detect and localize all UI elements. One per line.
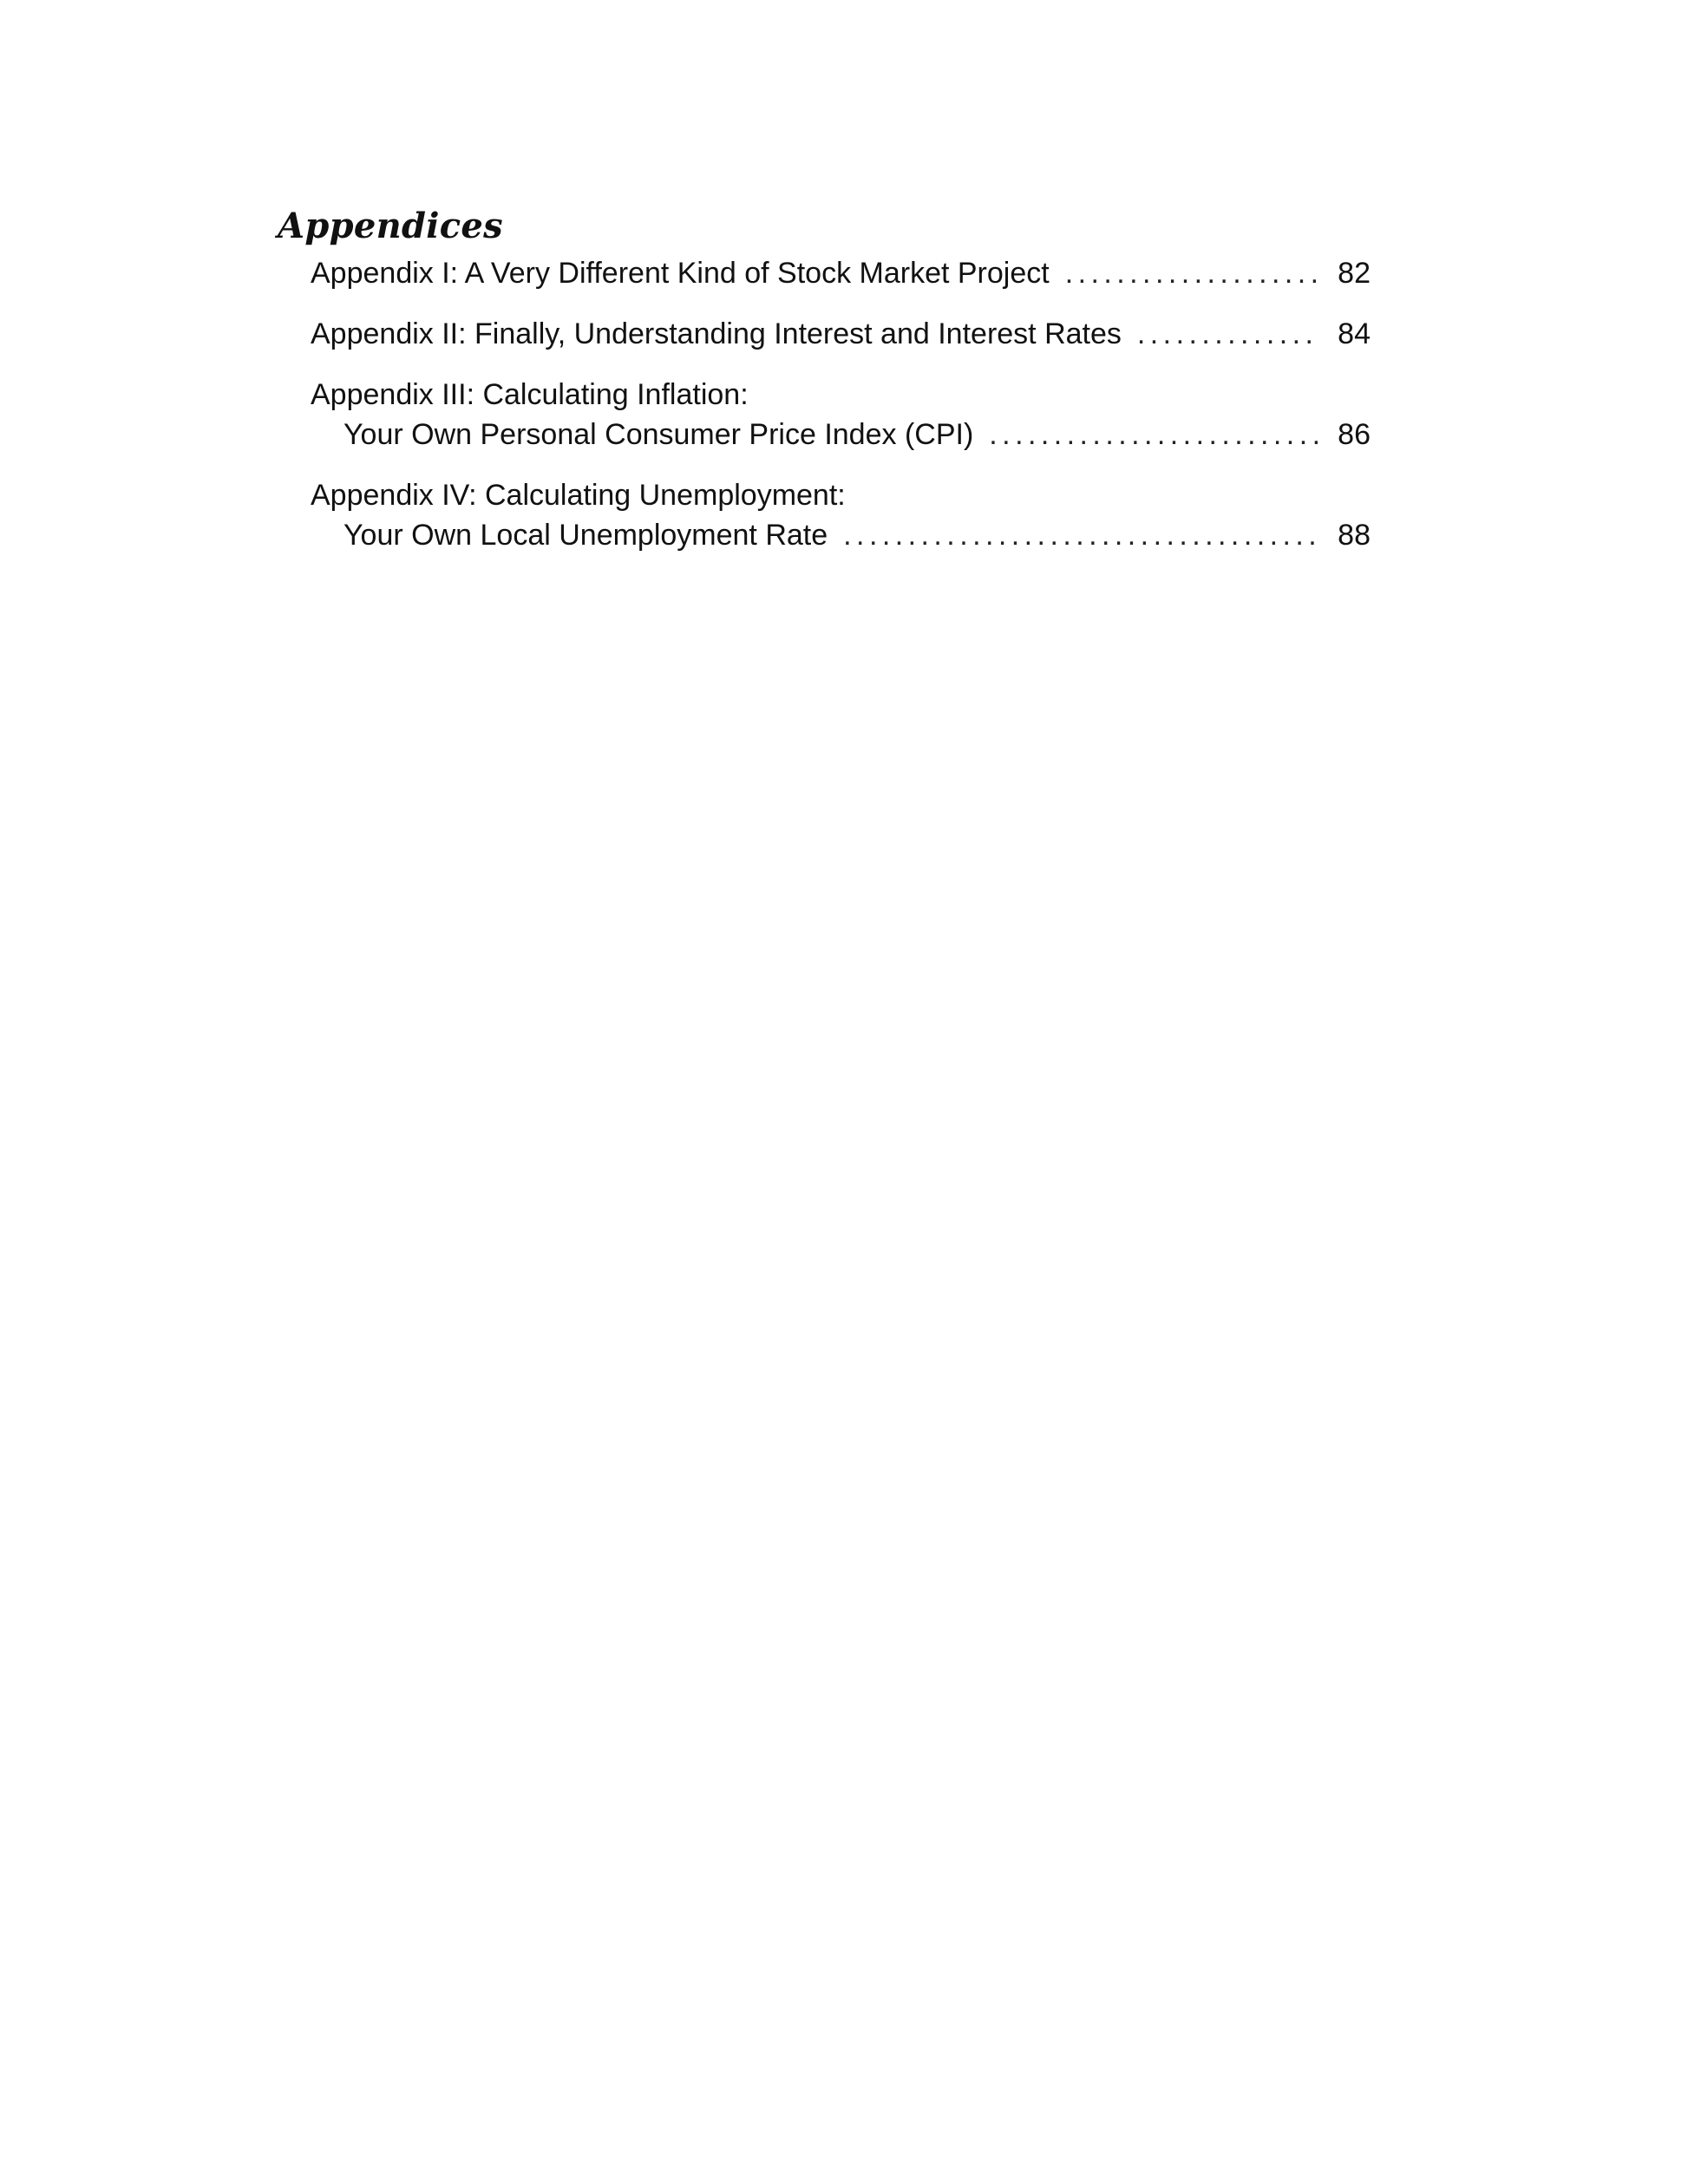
toc-page-number: 82 <box>1338 257 1371 290</box>
toc-entry-appendix-4[interactable] <box>311 475 1371 555</box>
dot-leader <box>989 415 1318 454</box>
toc-entry-title: Appendix IV: Calculating Unemployment: <box>311 479 846 512</box>
toc-entry-subtitle: Your Own Local Unemployment Rate <box>343 519 828 552</box>
toc-entry-title: Appendix I: A Very Different Kind of Stock Market Project <box>311 257 1050 290</box>
dot-leader <box>1065 253 1318 293</box>
toc-entry-title: Appendix III: Calculating Inflation: <box>311 378 749 411</box>
table-of-contents <box>278 205 1371 576</box>
toc-entry-subtitle: Your Own Personal Consumer Price Index (CPI) <box>343 418 974 451</box>
toc-entry-appendix-1[interactable] <box>311 253 1371 293</box>
dot-leader <box>1137 314 1318 354</box>
toc-page-number: 84 <box>1338 317 1371 350</box>
dot-leader <box>843 515 1318 555</box>
toc-page-number: 86 <box>1338 418 1371 451</box>
toc-entry-appendix-2[interactable] <box>311 314 1371 354</box>
section-title: Appendices <box>278 206 503 246</box>
toc-entry-appendix-3[interactable] <box>311 375 1371 454</box>
toc-entry-title: Appendix II: Finally, Understanding Interest and Interest Rates <box>311 317 1122 350</box>
toc-page-number: 88 <box>1338 519 1371 552</box>
